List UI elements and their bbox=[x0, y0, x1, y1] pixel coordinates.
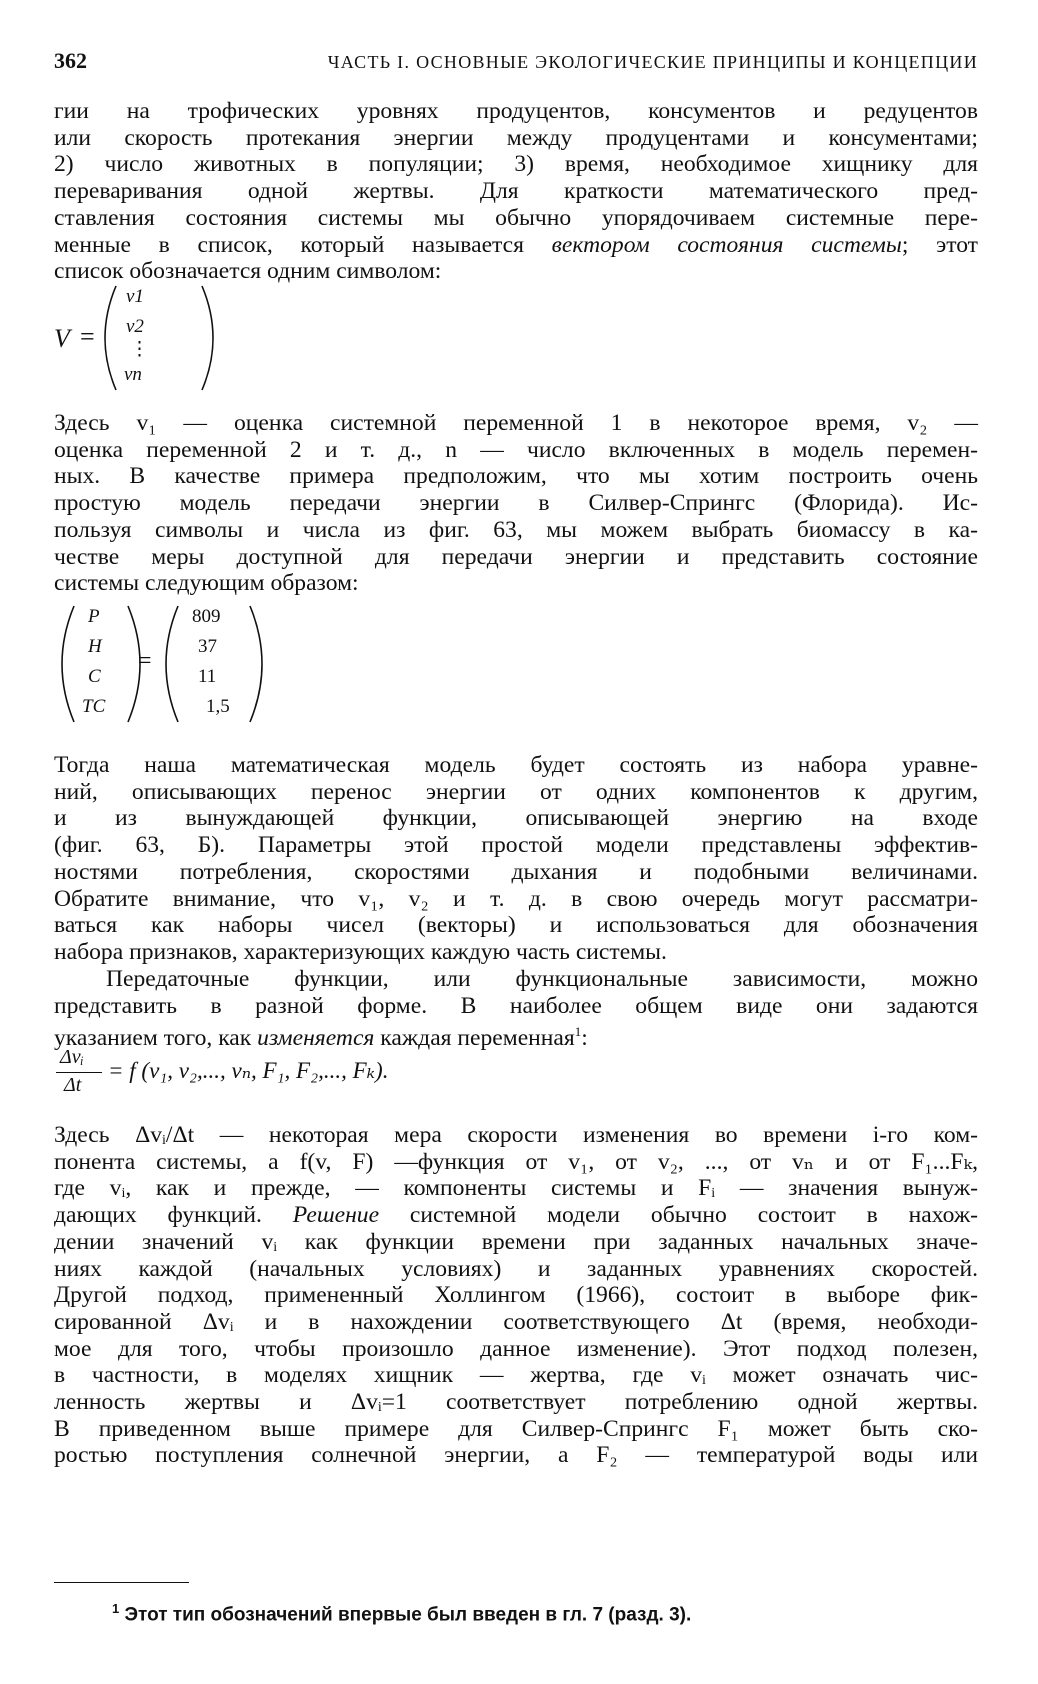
text-span: указанием того, как bbox=[54, 1025, 258, 1052]
text-line: простую модель передачи энергии в Силвер-Спрингс (Флорида). Ис- bbox=[54, 490, 978, 517]
text-span: каждая переменная bbox=[374, 1025, 575, 1052]
text-line: ний, описывающих перенос энергии от одних компонентов к другим, bbox=[54, 778, 978, 805]
text-line bbox=[54, 1202, 978, 1229]
vector-symbol: V bbox=[54, 324, 70, 353]
matrix-entry: 11 bbox=[198, 666, 217, 687]
paragraph-2 bbox=[54, 410, 978, 597]
matrix-entry: P bbox=[88, 606, 100, 627]
text-line: ваться как наборы чисел (векторы) и использоваться для обозначения bbox=[54, 912, 978, 939]
text-line: честве меры доступной для передачи энергии и представить состояние bbox=[54, 543, 978, 570]
fraction-numerator: Δvᵢ bbox=[60, 1046, 84, 1068]
term-italic: вектором состояния системы bbox=[551, 231, 902, 258]
footnote-text: Этот тип обозначений впервые был введен в гл. 7 (разд. 3). bbox=[124, 1604, 692, 1626]
fraction-bar bbox=[56, 1072, 102, 1073]
text-line: или скорость протекания энергии между продуцентами и консументами; bbox=[54, 124, 978, 151]
text-line: где vᵢ, как и прежде, — компоненты системы и Fᵢ — значения вынуж- bbox=[54, 1175, 978, 1202]
text-line: Другой подход, примененный Холлингом (1966), состоит в выборе фик- bbox=[54, 1282, 978, 1309]
paragraph-1 bbox=[54, 98, 978, 285]
text-line: переваривания одной жертвы. Для краткости математического пред- bbox=[54, 178, 978, 205]
text-line: пользуя символы и числа из фиг. 63, мы можем выбрать биомассу в ка- bbox=[54, 516, 978, 543]
text-line: оценка переменной 2 и т. д., n — число включенных в модель перемен- bbox=[54, 436, 978, 463]
footnote-ref: 1 bbox=[574, 1024, 582, 1040]
text-line: Передаточные функции, или функциональные зависимости, можно bbox=[106, 966, 978, 992]
text-line: понента системы, а f(v, F) —функция от v₁, от v₂, ..., от vₙ и от F₁...Fₖ, bbox=[54, 1148, 978, 1175]
text-line: список обозначается одним символом: bbox=[54, 258, 442, 285]
text-line: Здесь Δvᵢ/Δt — некоторая мера скорости изменения во времени i-го ком- bbox=[54, 1122, 978, 1148]
text-line: набора признаков, характеризующих каждую часть системы. bbox=[54, 938, 667, 965]
page-header bbox=[54, 48, 978, 88]
text-line bbox=[54, 232, 978, 259]
equation-state-vector bbox=[54, 282, 234, 392]
text-line: Тогда наша математическая модель будет состоять из набора уравне- bbox=[54, 752, 978, 778]
text-line: сированной Δvᵢ и в нахождении соответствующего Δt (время, необходи- bbox=[54, 1308, 978, 1335]
equation-state-values bbox=[54, 600, 294, 730]
matrix-entry: 37 bbox=[198, 636, 217, 657]
paragraph-5 bbox=[54, 1122, 978, 1469]
text-line: мое для того, чтобы произошло данное изменение). Этот подход полезен, bbox=[54, 1335, 978, 1362]
equation-rate bbox=[54, 1046, 554, 1106]
matrix-entry: H bbox=[88, 636, 102, 657]
text-line: ностями потребления, скоростями дыхания и подобными величинами. bbox=[54, 858, 978, 885]
text-line: ниях каждой (начальных условиях) и заданных уравнениях скоростей. bbox=[54, 1255, 978, 1282]
vector-brackets bbox=[98, 282, 238, 394]
matrix-entry: C bbox=[88, 666, 101, 687]
text-span: дающих функций. bbox=[54, 1202, 293, 1229]
text-line: ростью поступления солнечной энергии, а F₂ — температурой воды или bbox=[54, 1442, 978, 1469]
vector-entry: vn bbox=[124, 364, 142, 385]
text-line: Здесь v₁ — оценка системной переменной 1 в некоторое время, v₂ — bbox=[54, 410, 978, 436]
running-title: ЧАСТЬ I. ОСНОВНЫЕ ЭКОЛОГИЧЕСКИЕ ПРИНЦИПЫ И КОНЦЕПЦИИ bbox=[327, 52, 978, 72]
equals-sign: = bbox=[80, 322, 95, 351]
equals-sign: = bbox=[138, 648, 152, 674]
vector-entry: v1 bbox=[126, 286, 144, 307]
text-line: ставления состояния системы мы обычно упорядочиваем системные пере- bbox=[54, 204, 978, 231]
text-line: дении значений vᵢ как функции времени при заданных начальных значе- bbox=[54, 1228, 978, 1255]
term-italic: изменяется bbox=[257, 1025, 375, 1052]
text-span: системной модели обычно состоит в нахож- bbox=[379, 1202, 978, 1229]
paragraph-3 bbox=[54, 752, 978, 966]
footnote-rule bbox=[54, 1582, 189, 1583]
text-span: ; этот bbox=[901, 231, 978, 258]
vector-entry: v2 bbox=[126, 316, 144, 337]
page-number: 362 bbox=[54, 48, 87, 73]
text-line: в частности, в моделях хищник — жертва, где vᵢ может означать чис- bbox=[54, 1362, 978, 1389]
text-line: гии на трофических уровнях продуцентов, консументов и редуцентов bbox=[54, 98, 978, 124]
paragraph-4 bbox=[54, 966, 978, 1052]
text-span: менные в список, который называется bbox=[54, 231, 552, 258]
equation-rhs: = f (v₁, v₂,..., vₙ, F₁, F₂,..., Fₖ). bbox=[108, 1058, 389, 1083]
matrix-entry: 1,5 bbox=[206, 696, 230, 717]
matrix-entry: TC bbox=[82, 696, 106, 717]
footnote-mark: 1 bbox=[112, 1601, 120, 1616]
footnote bbox=[112, 1601, 691, 1626]
text-line: ленность жертвы и Δvᵢ=1 соответствует потреблению одной жертвы. bbox=[54, 1389, 978, 1416]
text-line: (фиг. 63, Б). Параметры этой простой модели представлены эффектив- bbox=[54, 832, 978, 859]
matrix-entry: 809 bbox=[192, 606, 221, 627]
fraction-denominator: Δt bbox=[64, 1074, 82, 1096]
text-line: ных. В качестве примера предположим, что мы хотим построить очень bbox=[54, 463, 978, 490]
vector-entry: ⋮ bbox=[130, 339, 149, 360]
text-line: 2) число животных в популяции; 3) время, необходимое хищнику для bbox=[54, 151, 978, 178]
text-line: Обратите внимание, что v₁, v₂ и т. д. в свою очередь могут рассматри- bbox=[54, 885, 978, 912]
term-italic: Решение bbox=[292, 1202, 380, 1229]
text-line: и из вынуждающей функции, описывающей энергию на входе bbox=[54, 805, 978, 832]
text-span: : bbox=[581, 1025, 588, 1052]
text-line: представить в разной форме. В наиболее общем виде они задаются bbox=[54, 992, 978, 1019]
text-line: системы следующим образом: bbox=[54, 570, 359, 597]
text-line: В приведенном выше примере для Силвер-Спрингс F₁ может быть ско- bbox=[54, 1415, 978, 1442]
